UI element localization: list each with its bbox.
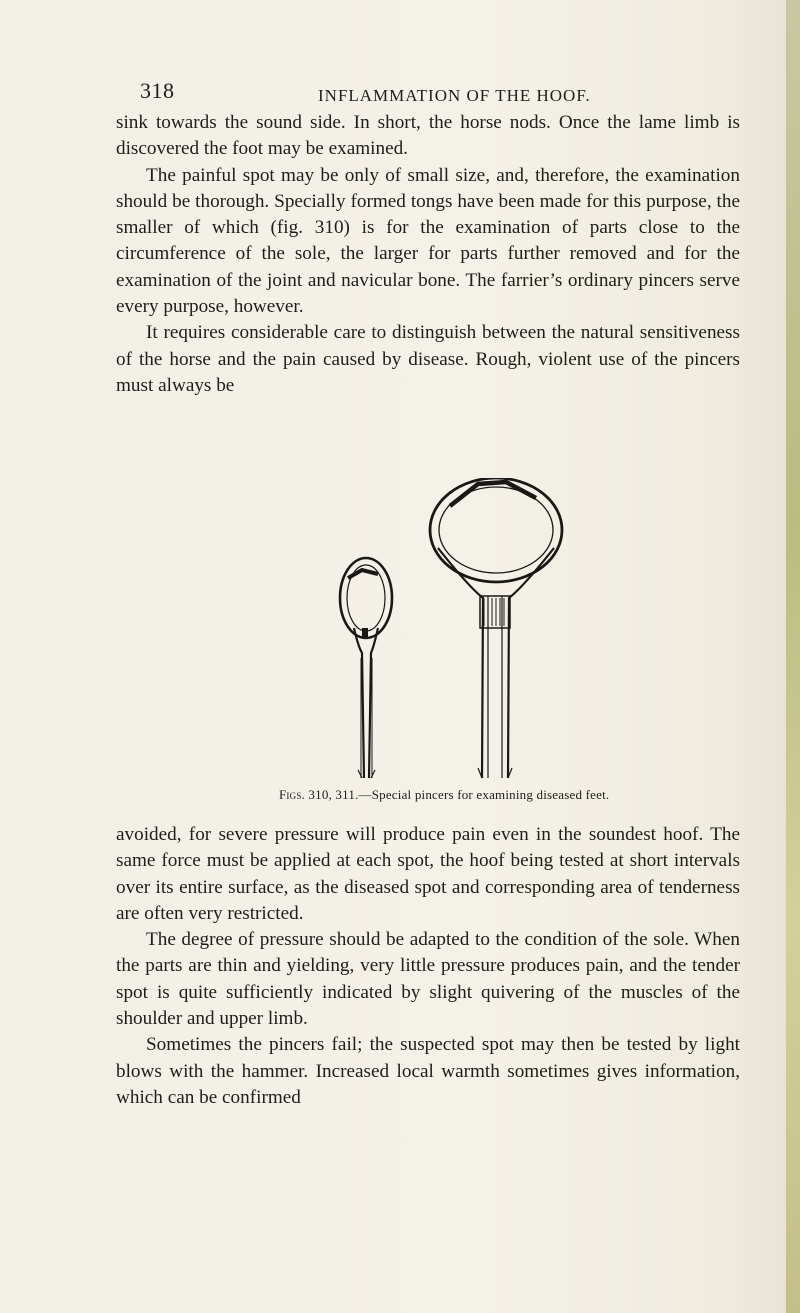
paragraph: sink towards the sound side. In short, the horse nods. Once the lame limb is discovered the foot may be examined. xyxy=(116,112,740,160)
caption-figure-numbers: Figs. 310, 311. xyxy=(279,787,359,802)
running-head: INFLAMMATION OF THE HOOF. xyxy=(318,86,591,105)
paragraph: avoided, for severe pressure will produce pain even in the soundest hoof. The same force must be applied at each spot, the hoof being tested at short intervals over its entire surface, as the diseased spot and corresponding area of tenderness are often very restricted. xyxy=(116,824,740,924)
caption-text: —Special pincers for examining diseased feet. xyxy=(358,787,610,802)
page-number: 318 xyxy=(140,78,175,103)
paragraph: It requires considerable care to distinguish between the natural sensitiveness of the horse and the pain caused by disease. Rough, violent use of the pincers must always be xyxy=(116,322,740,396)
large-pincers xyxy=(430,478,562,778)
figure-caption xyxy=(279,787,609,803)
page-edge xyxy=(786,0,800,1313)
body-text-bottom xyxy=(116,822,740,1111)
paragraph: The painful spot may be only of small size, and, therefore, the examination should be thorough. Specially formed tongs have been made for this purpose, the smaller of which (fig. 310) is for the examination of parts close to the circumference of the sole, the larger for parts further removed and for the examination of the joint and navicular bone. The farrier’s ordinary pincers serve every purpose, however. xyxy=(116,164,740,318)
paragraph: The degree of pressure should be adapted to the condition of the sole. When the parts are thin and yielding, very little pressure produces pain, and the tender spot is quite sufficiently indicated by slight quivering of the muscles of the shoulder and upper limb. xyxy=(116,929,740,1030)
body-text-top xyxy=(116,110,740,399)
paragraph: Sometimes the pincers fail; the suspected spot may then be tested by light blows with the hammer. Increased local warmth sometimes gives information, which can be confirmed xyxy=(116,1034,740,1108)
pincers-illustration xyxy=(318,478,578,778)
small-pincers xyxy=(340,558,392,778)
